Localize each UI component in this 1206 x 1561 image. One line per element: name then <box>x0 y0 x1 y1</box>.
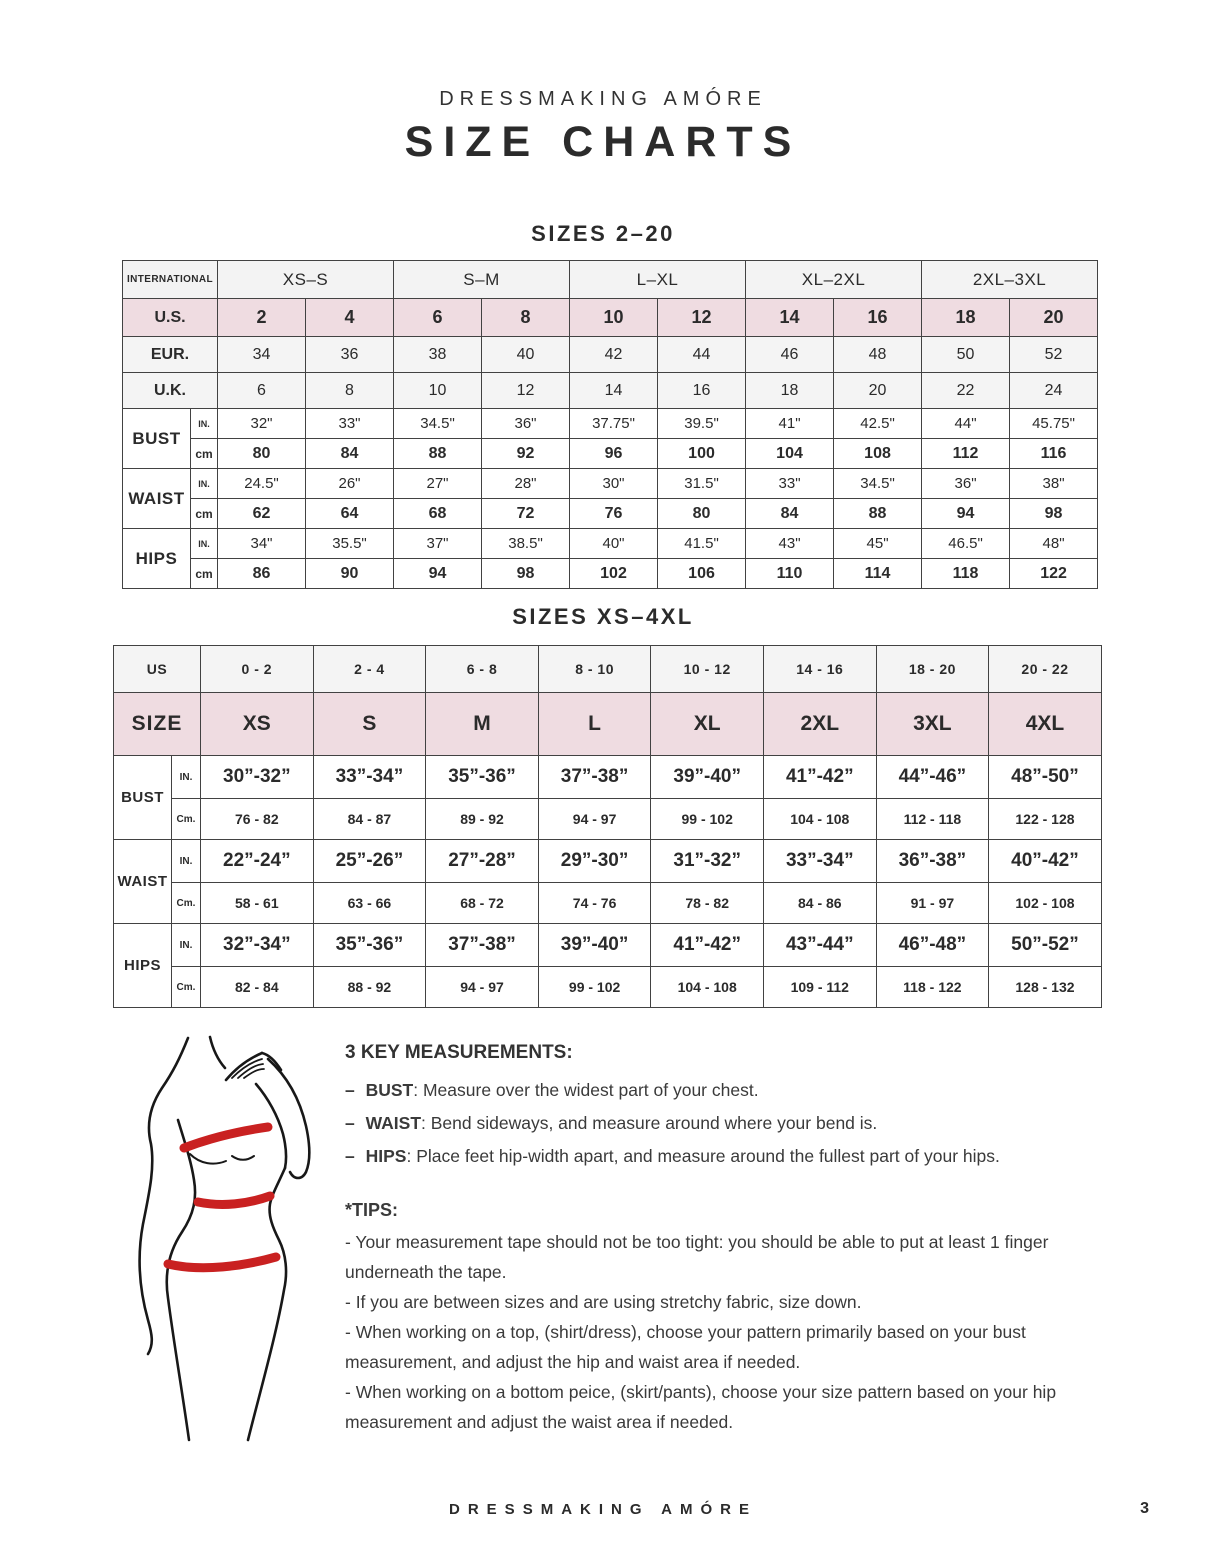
waist-cm-value: 64 <box>306 499 394 529</box>
bust-cm-value: 108 <box>834 439 922 469</box>
hips-cm-range: 94 - 97 <box>426 967 539 1008</box>
hips-inches-range: 43”-44” <box>763 924 876 967</box>
bust-inches-value: 41" <box>746 409 834 439</box>
hips-inches-value: 45" <box>834 529 922 559</box>
eur-size-value: 50 <box>922 337 1010 373</box>
hips-inches-value: 43" <box>746 529 834 559</box>
inches-unit-label: IN. <box>172 840 201 883</box>
bust-inches-value: 37.75" <box>570 409 658 439</box>
size-value: M <box>426 693 539 756</box>
bust-cm-range: 99 - 102 <box>651 799 764 840</box>
uk-size-value: 6 <box>218 373 306 409</box>
body-measurement-illustration <box>118 1032 340 1452</box>
key-measurements-heading: 3 KEY MEASUREMENTS: <box>345 1042 573 1063</box>
us-size-value: 6 <box>394 299 482 337</box>
size-value: XS <box>201 693 314 756</box>
size-value: 3XL <box>876 693 989 756</box>
bust-inches-range: 33”-34” <box>313 756 426 799</box>
waist-cm-value: 98 <box>1010 499 1098 529</box>
eur-row-label: EUR. <box>123 337 218 373</box>
uk-row-label: U.K. <box>123 373 218 409</box>
waist-cm-value: 72 <box>482 499 570 529</box>
waist-cm-value: 94 <box>922 499 1010 529</box>
measurement-bands <box>168 1127 276 1268</box>
bust-inches-range: 44”-46” <box>876 756 989 799</box>
hips-inches-range: 41”-42” <box>651 924 764 967</box>
bust-inches-range: 35”-36” <box>426 756 539 799</box>
size-group-header: S–M <box>394 261 570 299</box>
hips-cm-value: 106 <box>658 559 746 589</box>
eur-size-value: 42 <box>570 337 658 373</box>
sizes-2-20-table <box>122 260 1098 589</box>
waist-cm-range: 78 - 82 <box>651 883 764 924</box>
waist-cm-range: 68 - 72 <box>426 883 539 924</box>
uk-size-value: 24 <box>1010 373 1098 409</box>
tip-item: - Your measurement tape should not be too tight: you should be able to put at least 1 finger underneath the tape. <box>345 1232 1049 1282</box>
uk-size-value: 14 <box>570 373 658 409</box>
hips-cm-range: 118 - 122 <box>876 967 989 1008</box>
us-size-value: 12 <box>658 299 746 337</box>
size-value: XL <box>651 693 764 756</box>
waist-cm-range: 58 - 61 <box>201 883 314 924</box>
waist-inches-value: 34.5" <box>834 469 922 499</box>
hips-cm-value: 110 <box>746 559 834 589</box>
size-group-header: 2XL–3XL <box>922 261 1098 299</box>
hips-row-label: HIPS <box>114 924 172 1008</box>
page-title: SIZE CHARTS <box>404 118 802 166</box>
key-measurements-list <box>345 1074 1115 1173</box>
bust-cm-range: 84 - 87 <box>313 799 426 840</box>
waist-inches-range: 40”-42” <box>989 840 1102 883</box>
bust-row-label: BUST <box>123 409 191 469</box>
measurement-bullet: – WAIST: Bend sideways, and measure around where your bend is. <box>345 1113 878 1133</box>
uk-size-value: 16 <box>658 373 746 409</box>
hips-inches-value: 38.5" <box>482 529 570 559</box>
uk-size-value: 18 <box>746 373 834 409</box>
bust-inches-range: 30”-32” <box>201 756 314 799</box>
uk-size-value: 8 <box>306 373 394 409</box>
size-value: 4XL <box>989 693 1102 756</box>
bust-inches-range: 37”-38” <box>538 756 651 799</box>
hips-inches-value: 48" <box>1010 529 1098 559</box>
hips-cm-value: 86 <box>218 559 306 589</box>
eur-size-value: 36 <box>306 337 394 373</box>
bust-cm-value: 112 <box>922 439 1010 469</box>
waist-cm-value: 68 <box>394 499 482 529</box>
cm-unit-label: cm <box>191 439 218 469</box>
size-group-header: XL–2XL <box>746 261 922 299</box>
hips-cm-range: 99 - 102 <box>538 967 651 1008</box>
bust-cm-value: 100 <box>658 439 746 469</box>
bust-cm-value: 104 <box>746 439 834 469</box>
waist-inches-value: 27" <box>394 469 482 499</box>
right-arm-outline <box>268 1059 309 1178</box>
sizes-xs-4xl-table <box>113 645 1102 1008</box>
us-size-value: 2 <box>218 299 306 337</box>
hips-inches-value: 35.5" <box>306 529 394 559</box>
waist-inches-value: 31.5" <box>658 469 746 499</box>
us-range-value: 14 - 16 <box>763 646 876 693</box>
us-size-value: 20 <box>1010 299 1098 337</box>
inches-unit-label: IN. <box>191 469 218 499</box>
sizes-xs-4xl-heading: SIZES XS–4XL <box>512 604 694 629</box>
measurement-info <box>345 1042 1115 1437</box>
bust-inches-value: 42.5" <box>834 409 922 439</box>
eur-size-value: 52 <box>1010 337 1098 373</box>
us-row-label: U.S. <box>123 299 218 337</box>
waist-cm-range: 84 - 86 <box>763 883 876 924</box>
us-size-value: 4 <box>306 299 394 337</box>
us-range-value: 0 - 2 <box>201 646 314 693</box>
hips-inches-value: 34" <box>218 529 306 559</box>
international-label: INTERNATIONAL <box>123 261 218 299</box>
bust-inches-value: 32" <box>218 409 306 439</box>
waist-inches-value: 24.5" <box>218 469 306 499</box>
inches-unit-label: IN. <box>191 409 218 439</box>
waist-inches-value: 36" <box>922 469 1010 499</box>
bust-cm-value: 88 <box>394 439 482 469</box>
bust-cm-range: 94 - 97 <box>538 799 651 840</box>
tip-item: - When working on a bottom peice, (skirt/pants), choose your size pattern based on your hip measurement and adjust the waist area if needed. <box>345 1382 1057 1432</box>
hips-cm-value: 94 <box>394 559 482 589</box>
hips-cm-value: 102 <box>570 559 658 589</box>
size-row-label: SIZE <box>114 693 201 756</box>
bust-inches-value: 39.5" <box>658 409 746 439</box>
waist-cm-value: 80 <box>658 499 746 529</box>
bust-inches-value: 44" <box>922 409 1010 439</box>
size-value: 2XL <box>763 693 876 756</box>
eur-size-value: 34 <box>218 337 306 373</box>
tip-item: - When working on a top, (shirt/dress), choose your pattern primarily based on your bust measurement, and adjust the hip and waist area if needed. <box>345 1322 1026 1372</box>
hips-cm-value: 122 <box>1010 559 1098 589</box>
uk-size-value: 20 <box>834 373 922 409</box>
inches-unit-label: IN. <box>172 756 201 799</box>
eur-size-value: 46 <box>746 337 834 373</box>
us-size-value: 10 <box>570 299 658 337</box>
bust-cm-range: 104 - 108 <box>763 799 876 840</box>
waist-inches-range: 27”-28” <box>426 840 539 883</box>
waist-inches-range: 36”-38” <box>876 840 989 883</box>
bust-inches-value: 33" <box>306 409 394 439</box>
hips-row-label: HIPS <box>123 529 191 589</box>
bust-inches-value: 34.5" <box>394 409 482 439</box>
hips-inches-value: 46.5" <box>922 529 1010 559</box>
size-value: S <box>313 693 426 756</box>
us-range-value: 6 - 8 <box>426 646 539 693</box>
body-outline <box>140 1037 310 1440</box>
us-range-value: 18 - 20 <box>876 646 989 693</box>
sizes-2-20-heading: SIZES 2–20 <box>531 221 675 246</box>
footer-brand: DRESSMAKING AMÓRE <box>449 1501 757 1518</box>
bust-inches-value: 36" <box>482 409 570 439</box>
bust-cm-range: 89 - 92 <box>426 799 539 840</box>
hips-cm-range: 109 - 112 <box>763 967 876 1008</box>
hips-cm-range: 104 - 108 <box>651 967 764 1008</box>
bust-inches-range: 48”-50” <box>989 756 1102 799</box>
hips-inches-range: 37”-38” <box>426 924 539 967</box>
tip-item: - If you are between sizes and are using stretchy fabric, size down. <box>345 1292 862 1312</box>
hips-cm-value: 118 <box>922 559 1010 589</box>
us-size-value: 8 <box>482 299 570 337</box>
waist-cm-value: 88 <box>834 499 922 529</box>
eur-size-value: 38 <box>394 337 482 373</box>
bust-row-label: BUST <box>114 756 172 840</box>
waist-row-label: WAIST <box>123 469 191 529</box>
us-range-value: 10 - 12 <box>651 646 764 693</box>
bust-cm-range: 76 - 82 <box>201 799 314 840</box>
eur-size-value: 40 <box>482 337 570 373</box>
uk-size-value: 10 <box>394 373 482 409</box>
hips-inches-range: 32”-34” <box>201 924 314 967</box>
bust-inches-value: 45.75" <box>1010 409 1098 439</box>
cm-unit-label: Cm. <box>172 883 201 924</box>
waist-cm-range: 91 - 97 <box>876 883 989 924</box>
bust-band <box>184 1127 268 1148</box>
waist-inches-value: 28" <box>482 469 570 499</box>
hips-inches-value: 40" <box>570 529 658 559</box>
bust-cm-value: 116 <box>1010 439 1098 469</box>
measurement-bullet: – BUST: Measure over the widest part of your chest. <box>345 1080 759 1100</box>
waist-cm-range: 63 - 66 <box>313 883 426 924</box>
waist-inches-value: 30" <box>570 469 658 499</box>
hips-inches-range: 35”-36” <box>313 924 426 967</box>
hips-cm-range: 128 - 132 <box>989 967 1102 1008</box>
waist-cm-range: 102 - 108 <box>989 883 1102 924</box>
us-size-value: 14 <box>746 299 834 337</box>
cm-unit-label: cm <box>191 499 218 529</box>
waist-cm-value: 62 <box>218 499 306 529</box>
bust-cm-range: 122 - 128 <box>989 799 1102 840</box>
waist-inches-range: 25”-26” <box>313 840 426 883</box>
us-range-value: 8 - 10 <box>538 646 651 693</box>
inches-unit-label: IN. <box>191 529 218 559</box>
bust-cm-value: 96 <box>570 439 658 469</box>
uk-size-value: 22 <box>922 373 1010 409</box>
waist-cm-range: 74 - 76 <box>538 883 651 924</box>
hips-inches-value: 37" <box>394 529 482 559</box>
tips-heading: *TIPS: <box>345 1200 399 1220</box>
us-range-value: 2 - 4 <box>313 646 426 693</box>
size-group-header: L–XL <box>570 261 746 299</box>
cm-unit-label: Cm. <box>172 799 201 840</box>
uk-size-value: 12 <box>482 373 570 409</box>
hips-inches-range: 50”-52” <box>989 924 1102 967</box>
waist-row-label: WAIST <box>114 840 172 924</box>
us-range-row-label: US <box>114 646 201 693</box>
hips-inches-value: 41.5" <box>658 529 746 559</box>
bust-cm-value: 80 <box>218 439 306 469</box>
eur-size-value: 48 <box>834 337 922 373</box>
hips-cm-value: 114 <box>834 559 922 589</box>
us-range-value: 20 - 22 <box>989 646 1102 693</box>
waist-cm-value: 84 <box>746 499 834 529</box>
page-number: 3 <box>1140 1500 1149 1517</box>
cm-unit-label: cm <box>191 559 218 589</box>
bust-cm-range: 112 - 118 <box>876 799 989 840</box>
size-value: L <box>538 693 651 756</box>
measurement-bullet: – HIPS: Place feet hip-width apart, and measure around the fullest part of your hips. <box>345 1146 1000 1166</box>
waist-inches-value: 26" <box>306 469 394 499</box>
waist-inches-range: 33”-34” <box>763 840 876 883</box>
hips-cm-range: 88 - 92 <box>313 967 426 1008</box>
eur-size-value: 44 <box>658 337 746 373</box>
brand-header: DRESSMAKING AMÓRE <box>439 88 767 110</box>
us-size-value: 18 <box>922 299 1010 337</box>
tips-list <box>345 1227 1057 1437</box>
bust-inches-range: 41”-42” <box>763 756 876 799</box>
hips-inches-range: 39”-40” <box>538 924 651 967</box>
bust-inches-range: 39”-40” <box>651 756 764 799</box>
waist-band <box>198 1196 270 1204</box>
hips-inches-range: 46”-48” <box>876 924 989 967</box>
inches-unit-label: IN. <box>172 924 201 967</box>
waist-inches-value: 38" <box>1010 469 1098 499</box>
hips-cm-value: 90 <box>306 559 394 589</box>
bust-cm-value: 92 <box>482 439 570 469</box>
hips-cm-range: 82 - 84 <box>201 967 314 1008</box>
hips-band <box>168 1257 276 1268</box>
size-group-header: XS–S <box>218 261 394 299</box>
waist-cm-value: 76 <box>570 499 658 529</box>
us-size-value: 16 <box>834 299 922 337</box>
waist-inches-range: 29”-30” <box>538 840 651 883</box>
bust-cm-value: 84 <box>306 439 394 469</box>
waist-inches-value: 33" <box>746 469 834 499</box>
cm-unit-label: Cm. <box>172 967 201 1008</box>
hips-cm-value: 98 <box>482 559 570 589</box>
waist-inches-range: 31”-32” <box>651 840 764 883</box>
waist-inches-range: 22”-24” <box>201 840 314 883</box>
